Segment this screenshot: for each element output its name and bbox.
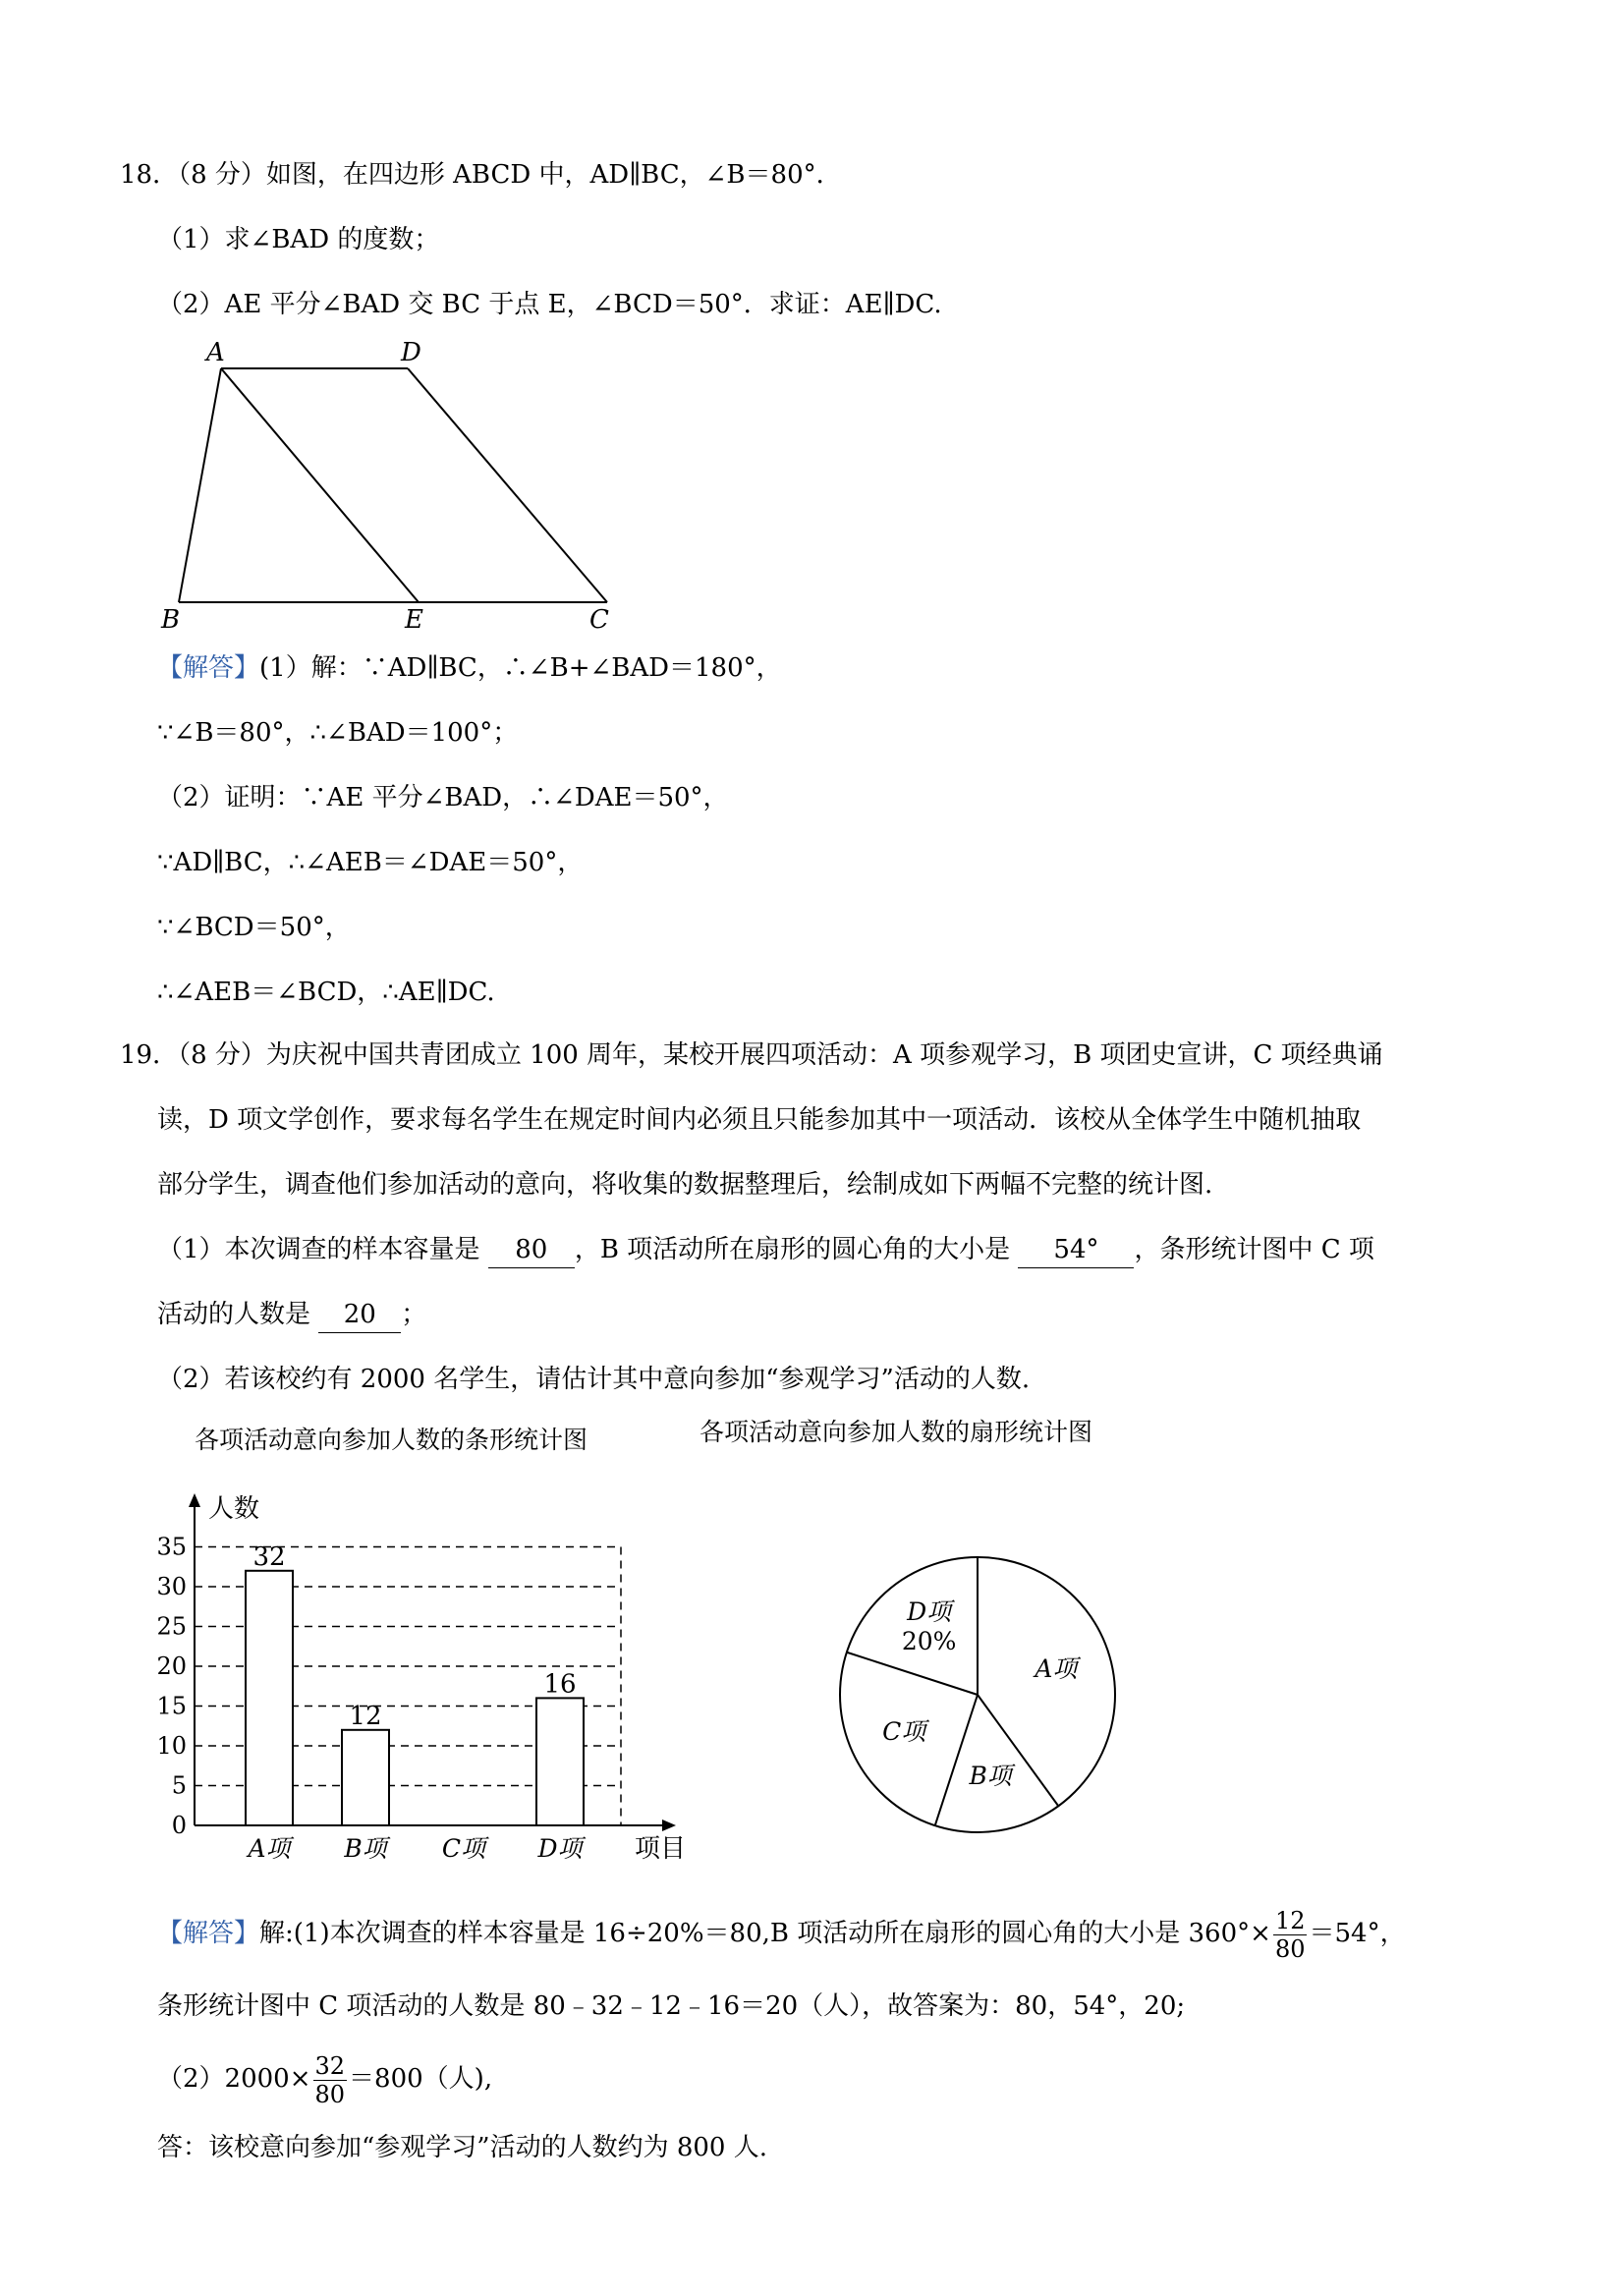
y-tick-label: 30 [156, 1573, 187, 1600]
q18-answer-line-2: ∵∠B＝80°，∴∠BAD＝100°； [157, 718, 519, 748]
q19-stem-line-2: 读，D 项文学创作，要求每名学生在规定时间内必须且只能参加其中一项活动．该校从全体学生中随机抽取 [157, 1105, 1362, 1135]
pie-chart [825, 1542, 1130, 1847]
q18-part2: （2）AE 平分∠BAD 交 BC 于点 E，∠BCD＝50°．求证：AE∥DC. [157, 290, 942, 319]
label-e: E [405, 605, 423, 635]
y-axis-label: 人数 [208, 1494, 260, 1524]
bar-chart [147, 1484, 698, 1876]
q18-stem: 18．（8 分）如图，在四边形 ABCD 中，AD∥BC，∠B＝80°． [120, 160, 842, 190]
segment-ab [179, 368, 221, 602]
q19-answer-text-3b: ＝800（人), [349, 2064, 493, 2094]
fraction-denominator: 80 [1274, 1934, 1306, 1963]
answer-blank-c-count: 20 [318, 1297, 401, 1333]
bar-data-label: 32 [252, 1541, 286, 1572]
label-c: C [589, 605, 609, 635]
x-axis-arrow [662, 1820, 676, 1831]
y-tick-label: 20 [156, 1652, 187, 1680]
bar-D项 [536, 1698, 584, 1825]
segment-dc [408, 368, 607, 602]
q19-answer-text-1a: 解:(1)本次调查的样本容量是 16÷20%＝80,B 项活动所在扇形的圆心角的大小是 360°× [259, 1919, 1271, 1948]
x-axis-label: 项目 [635, 1834, 687, 1864]
bar-A项 [246, 1571, 293, 1825]
q19-answer-line-1 [157, 1906, 1406, 1963]
pie-slice-label: C项 [882, 1717, 926, 1747]
bar-data-label: 12 [349, 1701, 382, 1731]
q19-answer-text-1b: ＝54°， [1309, 1919, 1406, 1948]
label-b: B [161, 605, 181, 635]
bar-data-label: 16 [543, 1669, 577, 1700]
y-tick-label: 5 [171, 1771, 187, 1800]
fraction-numerator: 12 [1274, 1906, 1306, 1934]
fraction-denominator: 80 [314, 2080, 346, 2108]
answer-blank-sample-size: 80 [488, 1232, 575, 1268]
bar-chart-title: 各项活动意向参加人数的条形统计图 [195, 1426, 588, 1454]
answer-tag: 【解答】 [157, 653, 260, 683]
q18-answer-line-1 [157, 650, 782, 686]
y-tick-label: 10 [156, 1732, 187, 1760]
pie-slice-label: A项 [1035, 1654, 1078, 1684]
y-tick-label: 35 [156, 1533, 187, 1561]
q18-answer-text-1: (1）解：∵AD∥BC，∴∠B+∠BAD＝180°， [259, 653, 782, 683]
answer-blank-angle: 54° [1018, 1232, 1134, 1268]
segment-ae [221, 368, 419, 602]
label-d: D [401, 338, 421, 367]
q19-part1-text-a: （1）本次调查的样本容量是 [157, 1235, 480, 1264]
q19-part1-line-2 [157, 1297, 426, 1333]
y-axis-arrow [189, 1493, 200, 1507]
y-tick-label: 15 [156, 1692, 187, 1720]
fraction-numerator: 32 [314, 2051, 346, 2080]
q19-answer-text-3a: （2）2000× [157, 2064, 311, 2094]
fraction-12-80 [1273, 1907, 1308, 1963]
quadrilateral-figure [157, 329, 629, 644]
q19-part2: （2）若该校约有 2000 名学生，请估计其中意向参加“参观学习”活动的人数. [157, 1365, 1031, 1394]
q18-answer-line-6: ∴∠AEB＝∠BCD，∴AE∥DC. [157, 978, 495, 1007]
q19-answer-line-2: 条形统计图中 C 项活动的人数是 80﹣32﹣12﹣16＝20（人），故答案为：80，54°，20; [157, 1991, 1186, 2021]
q19-stem-line-3: 部分学生，调查他们参加活动的意向，将收集的数据整理后，绘制成如下两幅不完整的统计图. [157, 1170, 1213, 1200]
x-tick-label: D项 [537, 1834, 583, 1863]
fraction-32-80 [313, 2052, 348, 2108]
q19-part1-text-d: 活动的人数是 [157, 1300, 311, 1329]
q19-part1-text-e: ； [401, 1300, 427, 1329]
pie-slice-label: D项 [907, 1597, 952, 1627]
q19-answer-line-3 [157, 2051, 492, 2108]
x-tick-label: A项 [248, 1834, 291, 1863]
q18-answer-line-5: ∵∠BCD＝50°， [157, 913, 351, 942]
q19-part1-text-c: ，条形统计图中 C 项 [1134, 1235, 1374, 1264]
x-tick-label: B项 [344, 1834, 387, 1863]
q19-part1-text-b: ，B 项活动所在扇形的圆心角的大小是 [574, 1235, 1011, 1264]
q18-part1: （1）求∠BAD 的度数； [157, 225, 440, 254]
bar-B项 [342, 1730, 389, 1825]
y-tick-label: 25 [156, 1612, 187, 1641]
q18-answer-line-4: ∵AD∥BC，∴∠AEB＝∠DAE＝50°， [157, 848, 584, 877]
x-tick-label: C项 [441, 1834, 486, 1863]
y-tick-label: 0 [171, 1812, 187, 1839]
label-a: A [206, 338, 225, 367]
pie-slice-percent: 20% [901, 1627, 957, 1656]
pie-chart-title: 各项活动意向参加人数的扇形统计图 [700, 1418, 1093, 1446]
q19-answer-tag: 【解答】 [157, 1919, 260, 1948]
q19-part1-line-1 [157, 1232, 1374, 1268]
q18-answer-line-3: （2）证明：∵AE 平分∠BAD，∴∠DAE＝50°， [157, 783, 729, 812]
q19-answer-line-4: 答：该校意向参加“参观学习”活动的人数约为 800 人. [157, 2133, 768, 2162]
q19-stem-line-1: 19．（8 分）为庆祝中国共青团成立 100 周年，某校开展四项活动：A 项参观学习，B 项团史宣讲，C 项经典诵 [120, 1040, 1383, 1070]
pie-slice-label: B项 [969, 1761, 1012, 1790]
